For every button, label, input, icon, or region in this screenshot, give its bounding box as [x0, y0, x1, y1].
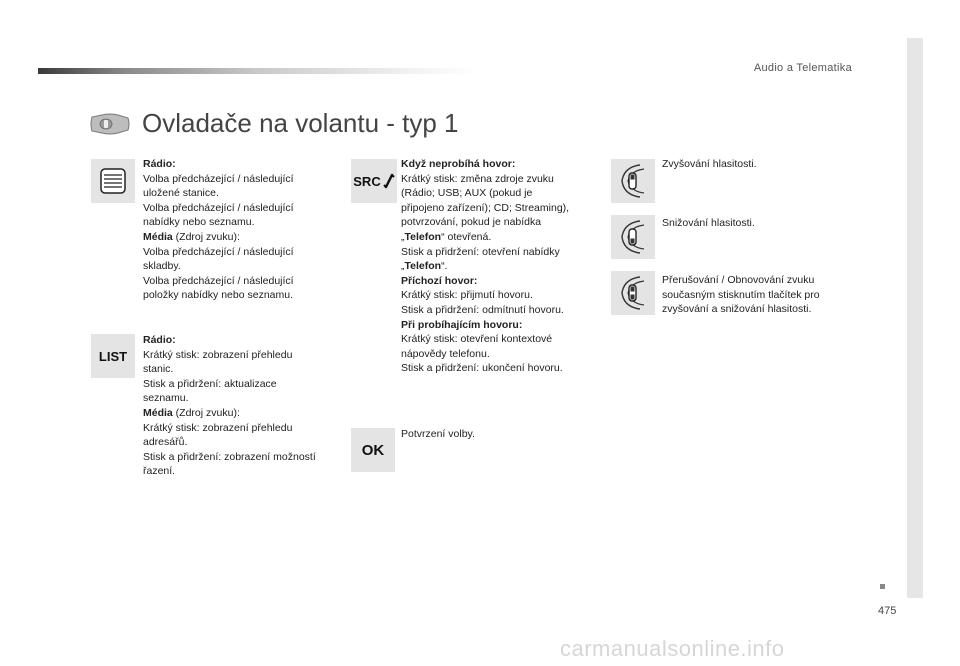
text-line: „Telefon“. [401, 260, 448, 273]
text-line: současným stisknutím tlačítek pro [662, 288, 820, 301]
page-marker [880, 584, 885, 589]
text-line: položky nabídky nebo seznamu. [143, 289, 294, 302]
text-line: Volba předcházející / následující [143, 274, 294, 287]
phone-icon [383, 173, 395, 189]
text-line: uložené stanice. [143, 187, 219, 200]
text-line: Stisk a přidržení: otevření nabídky [401, 245, 560, 258]
text-line: Krátký stisk: otevření kontextové [401, 333, 553, 346]
text-line: seznamu. [143, 392, 189, 405]
col2-block1-text [401, 157, 569, 376]
page-side-bar [907, 38, 923, 598]
text-line: stanic. [143, 363, 174, 376]
text-line: Média (Zdroj zvuku): [143, 406, 240, 419]
page-number: 475 [878, 605, 897, 617]
text-line: zvyšování a snižování hlasitosti. [662, 303, 812, 316]
text-line: Krátký stisk: změna zdroje zvuku [401, 172, 554, 185]
header-gradient-bar [38, 68, 478, 74]
text-line: adresářů. [143, 436, 188, 449]
text-line: Rádio: [143, 158, 176, 170]
text-line: Při probíhajícím hovoru: [401, 318, 523, 331]
text-line: Potvrzení volby. [401, 428, 475, 440]
text-line: skladby. [143, 260, 181, 273]
col2-block2-text [401, 427, 475, 442]
text-line: nápovědy telefonu. [401, 347, 490, 360]
src-phone-button-icon [351, 159, 397, 203]
text-line: Stisk a přidržení: zobrazení možností [143, 450, 316, 463]
text-line: (Rádio; USB; AUX (pokud je [401, 187, 533, 200]
text-line: Stisk a přidržení: odmítnutí hovoru. [401, 303, 564, 316]
text-line: Média (Zdroj zvuku): [143, 230, 240, 243]
text-line: nabídky nebo seznamu. [143, 216, 255, 229]
text-line: připojeno zařízení); CD; Streaming), [401, 201, 570, 214]
text-line: Příchozí hovor: [401, 274, 478, 287]
col3-block2-text [662, 216, 755, 231]
section-title: Audio a Telematika [753, 62, 852, 74]
text-line: Krátký stisk: zobrazení přehledu [143, 421, 293, 434]
text-line: Stisk a přidržení: ukončení hovoru. [401, 362, 563, 375]
col3-block3-text [662, 273, 820, 317]
text-line: Volba předcházející / následující [143, 201, 294, 214]
ok-icon-label: OK [361, 441, 385, 459]
text-line: „Telefon“ otevřená. [401, 230, 492, 243]
page-title: Ovladače na volantu - typ 1 [142, 108, 459, 138]
scroll-wheel-icon [91, 159, 135, 203]
text-line: Krátký stisk: zobrazení přehledu [143, 348, 293, 361]
col1-block1-text [143, 157, 294, 303]
text-line: Zvyšování hlasitosti. [662, 158, 757, 170]
col3-block1-text [662, 157, 757, 172]
text-line: potvrzování, pokud je nabídka [401, 216, 542, 229]
text-line: Přerušování / Obnovování zvuku [662, 274, 815, 286]
src-icon-label: SRC [353, 173, 381, 189]
steering-mute-icon [611, 271, 655, 315]
text-line: Volba předcházející / následující [143, 172, 294, 185]
text-line: Stisk a přidržení: aktualizace [143, 377, 277, 390]
text-line: Volba předcházející / následující [143, 245, 294, 258]
text-line: Snižování hlasitosti. [662, 217, 755, 229]
steering-controls-icon [88, 111, 132, 137]
steering-volume-up-icon [611, 159, 655, 203]
list-button-icon [91, 334, 135, 378]
text-line: řazení. [143, 465, 176, 478]
text-line: Rádio: [143, 334, 176, 346]
watermark: carmanualsonline.info [560, 636, 785, 661]
list-icon-label: LIST [98, 348, 128, 364]
steering-volume-down-icon [611, 215, 655, 259]
text-line: Když neprobíhá hovor: [401, 158, 516, 170]
ok-button-icon [351, 428, 395, 472]
col1-block2-text [143, 333, 316, 479]
text-line: Krátký stisk: přijmutí hovoru. [401, 289, 533, 302]
